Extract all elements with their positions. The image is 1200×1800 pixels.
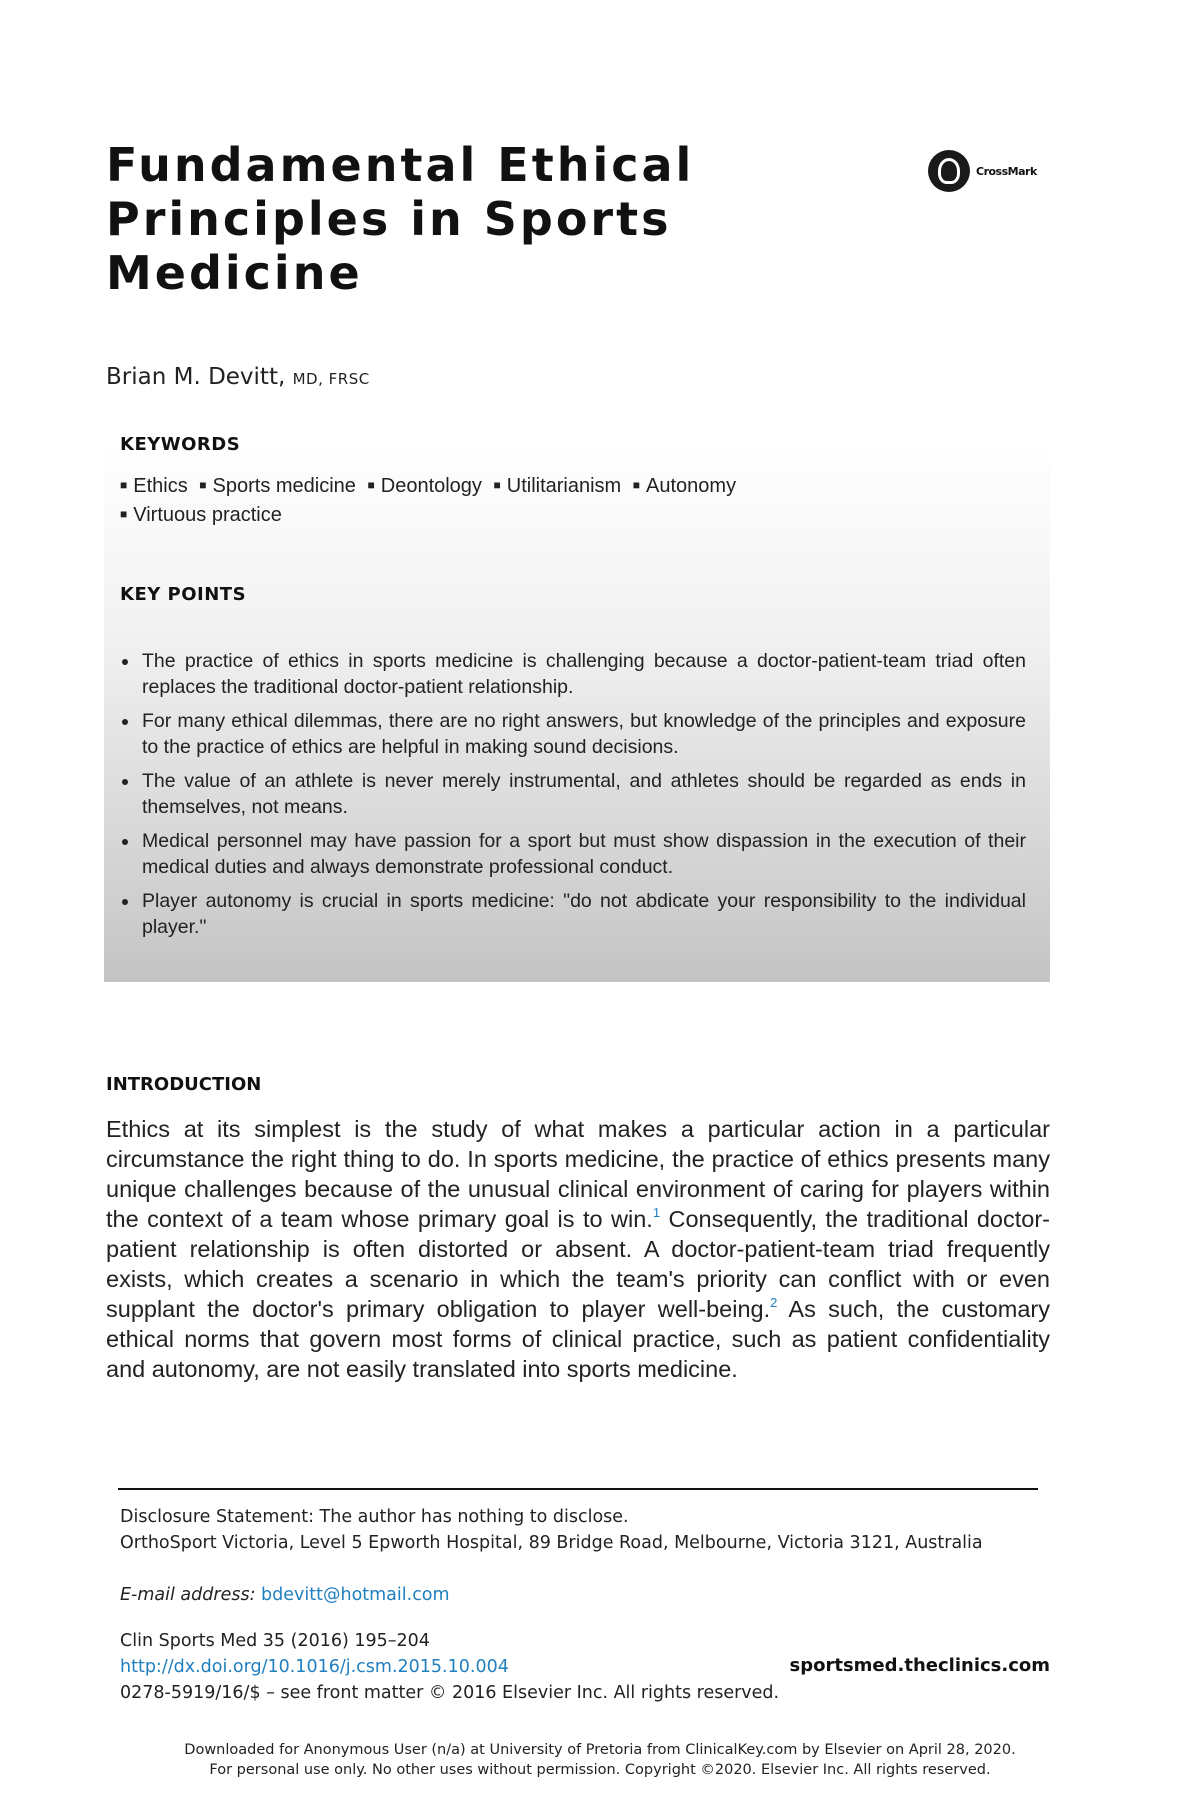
doi-line [120,1654,640,1680]
key-point-item: The value of an athlete is never merely instrumental, and athletes should be regarded as ends in themselves, not means. [120,768,1026,820]
doi-link[interactable]: http://dx.doi.org/10.1016/j.csm.2015.10.004 [120,1657,509,1677]
keywords-keypoints-box [104,434,1050,982]
keyword: Ethics [133,475,188,497]
article-title: Fundamental Ethical Principles in Sports Medicine [106,138,695,300]
keyword: Autonomy [646,475,737,497]
reference-link-2[interactable]: 2 [770,1295,778,1310]
email-link[interactable]: bdevitt@hotmail.com [261,1585,450,1605]
download-notice-line-1: Downloaded for Anonymous User (n/a) at University of Pretoria from ClinicalKey.com by Elsevier on April 28, 2020. [184,1742,1016,1758]
crossmark-badge[interactable] [928,150,1078,192]
keywords-line-1: ■ Ethics ■ Sports medicine ■ Deontology ■ Utilitarianism ■ Autonomy [120,475,737,497]
disclosure-statement: Disclosure Statement: The author has nothing to disclose. [120,1507,629,1527]
keyword: Utilitarianism [506,475,622,497]
journal-citation: Clin Sports Med 35 (2016) 195–204 [120,1631,430,1651]
journal-website-link[interactable]: sportsmed.theclinics.com [789,1655,1050,1676]
key-points-list [120,648,1026,948]
key-point-item: For many ethical dilemmas, there are no right answers, but knowledge of the principles and exposure to the practice of ethics are helpful in making sound decisions. [120,708,1026,760]
crossmark-label: CrossMark [976,164,1037,178]
keyword: Deontology [380,475,482,497]
email-line [120,1582,1045,1608]
key-point-item: The practice of ethics in sports medicine is challenging because a doctor-patient-team triad often replaces the traditional doctor-patient relationship. [120,648,1026,700]
crossmark-icon [928,150,970,192]
author-name: Brian M. Devitt, [106,364,286,390]
copyright-line: 0278-5919/16/$ – see front matter © 2016 Elsevier Inc. All rights reserved. [120,1683,780,1703]
key-point-item: Medical personnel may have passion for a sport but must show dispassion in the execution of their medical duties and always demonstrate professional conduct. [120,828,1026,880]
author-affiliation: OrthoSport Victoria, Level 5 Epworth Hospital, 89 Bridge Road, Melbourne, Victoria 3121, Australia [120,1533,983,1553]
reference-link-1[interactable]: 1 [652,1205,661,1220]
email-label: E-mail address: [120,1585,256,1605]
key-point-item: Player autonomy is crucial in sports medicine: "do not abdicate your responsibility to the individual player." [120,888,1026,940]
keyword: Sports medicine [212,475,356,497]
keyword: Virtuous practice [133,504,282,526]
introduction-paragraph: Ethics at its simplest is the study of what makes a particular action in a particular circumstance the right thing to do. In sports medicine, the practice of ethics presents many unique challenges because of the unusual clinical environment of caring for players within the context of a team whose primary goal is to win.$^1$ Consequently, the traditional doctor-patient relationship is often distorted or absent. A doctor-patient-team triad frequently exists, which creates a scenario in which the team's priority can conflict with or even supplant the doctor's primary obligation to player well-being.$^2$ As such, the customary ethical norms that govern most forms of clinical practice, such as patient confidentiality and autonomy, are not easily translated into sports medicine. [106,1116,1051,1382]
key-points-heading: KEY POINTS [120,584,247,605]
footnote-divider [118,1488,1038,1490]
keywords-heading: KEYWORDS [120,434,241,455]
author-credentials: MD, FRSC [292,370,370,388]
introduction-heading: INTRODUCTION [106,1074,262,1095]
author-line [106,364,370,390]
keywords-line-2: ■ Virtuous practice [120,504,282,526]
download-notice-line-2: For personal use only. No other uses without permission. Copyright ©2020. Elsevier Inc. All rights reserved. [209,1762,991,1778]
